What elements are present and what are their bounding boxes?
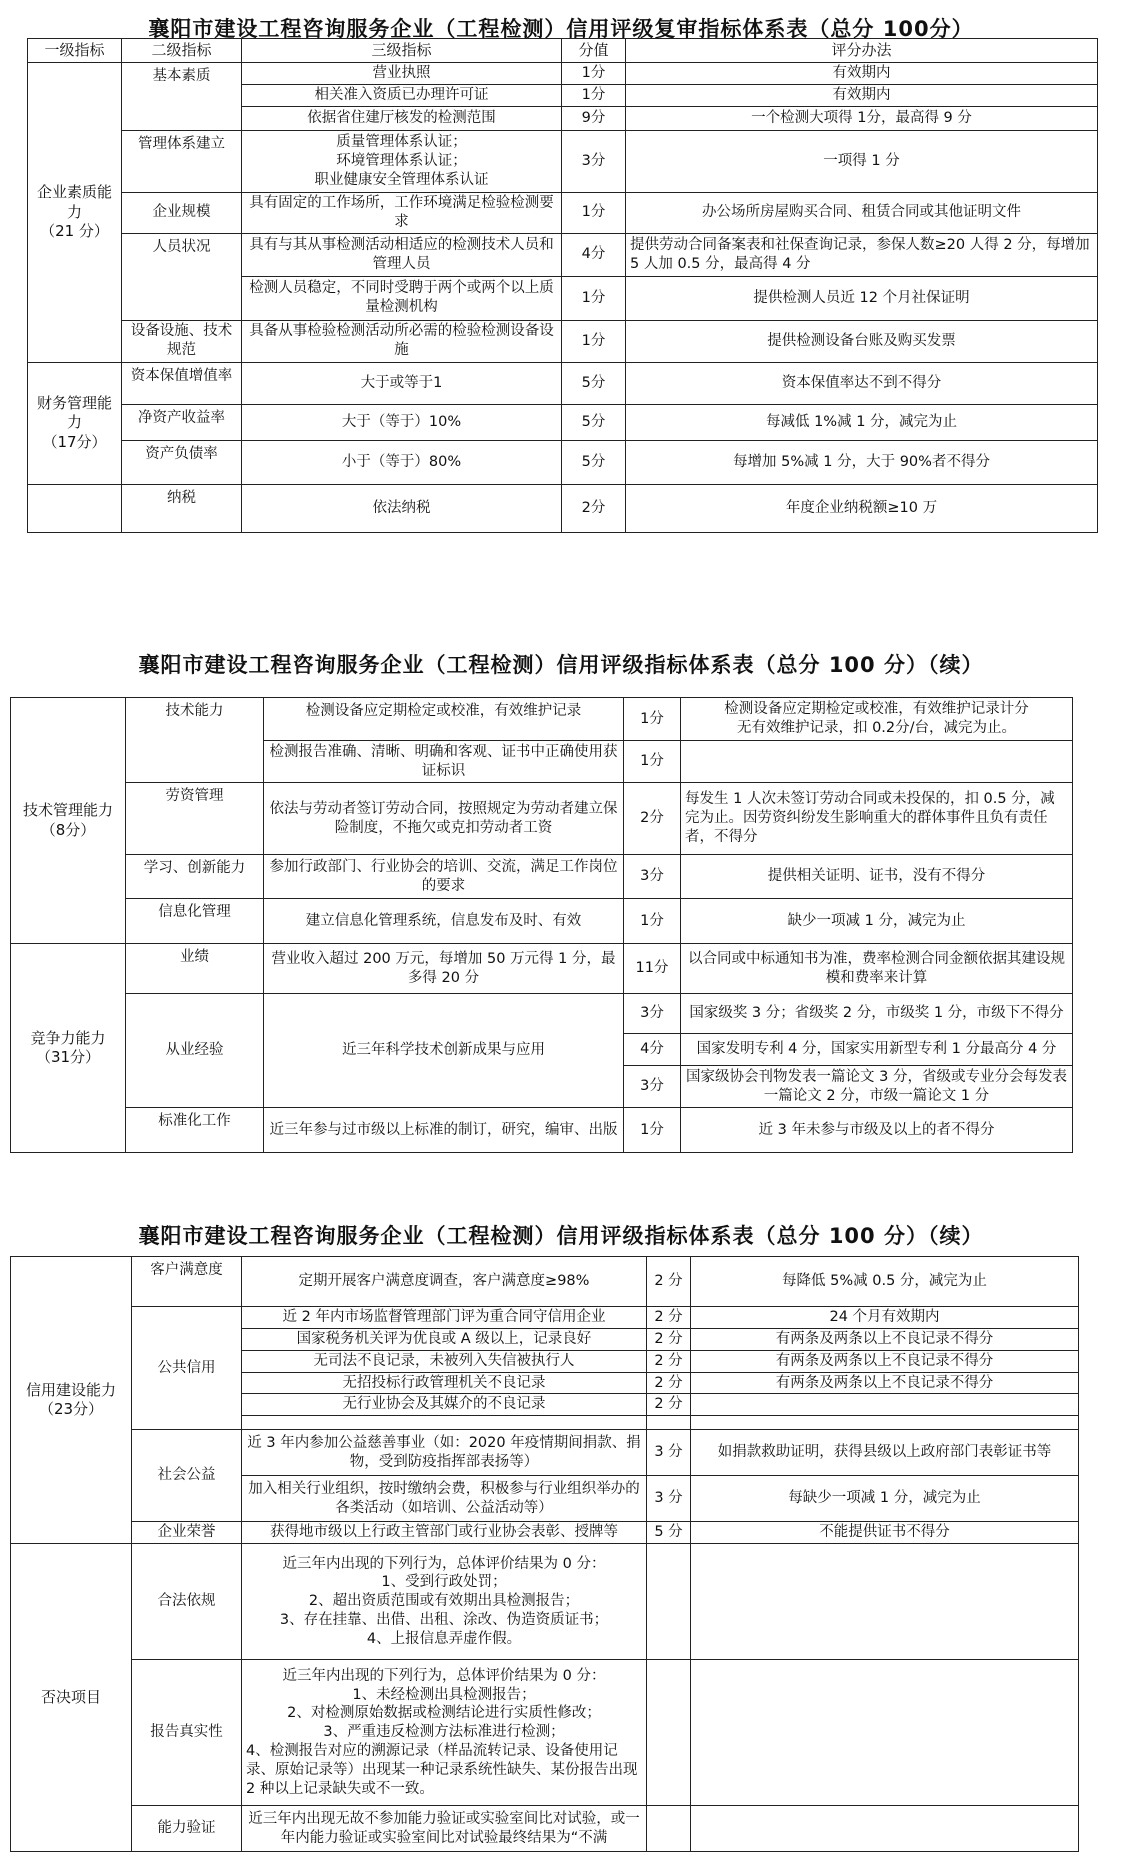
- sub-indicator: 学习、创新能力: [126, 855, 264, 899]
- section3-title: 襄阳市建设工程咨询服务企业（工程检测）信用评级指标体系表（总分 100 分）（续）: [138, 1224, 984, 1248]
- veto-line: 2、超出资质范围或有效期出具检测报告；: [308, 1593, 580, 1610]
- item-cell: 具备从事检验检测活动所必需的检验检测设备设施: [242, 320, 562, 362]
- score-cell: 3分: [562, 130, 626, 192]
- sub-indicator: 管理体系建立: [122, 130, 242, 192]
- sub-indicator: 能力验证: [132, 1806, 242, 1852]
- header-level1: 一级指标: [28, 39, 122, 63]
- sub-indicator: 报告真实性: [132, 1660, 242, 1806]
- item-cell: 近 2 年内市场监督管理部门评为重合同守信用企业: [242, 1307, 647, 1329]
- category-cell: [11, 1257, 132, 1544]
- sub-indicator: 业绩: [126, 944, 264, 994]
- score-cell: 1分: [624, 698, 681, 741]
- score-cell: 2 分: [647, 1328, 691, 1350]
- score-cell: 5分: [562, 440, 626, 484]
- method-cell: 国家发明专利 4 分，国家实用新型专利 1 分最高分 4 分: [681, 1034, 1073, 1066]
- score-cell: 3分: [624, 1066, 681, 1108]
- method-cell: 提供劳动合同备案表和社保查询记录，参保人数≥20 人得 2 分，每增加 5 人加 0.5 分，最高得 4 分: [626, 233, 1098, 276]
- item-line: 职业健康安全管理体系认证: [314, 171, 489, 188]
- sub-indicator: 企业荣誉: [132, 1522, 242, 1544]
- veto-item: [242, 1660, 647, 1806]
- item-cell: 大于或等于1: [242, 362, 562, 404]
- section2-title: 襄阳市建设工程咨询服务企业（工程检测）信用评级指标体系表（总分 100 分）（续）: [138, 653, 984, 677]
- item-cell: 无行业协会及其媒介的不良记录: [242, 1394, 647, 1416]
- score-cell: [647, 1416, 691, 1430]
- item-cell: 近三年科学技术创新成果与应用: [264, 994, 624, 1108]
- method-line: 无有效维护记录，扣 0.2分/台，减完为止。: [736, 720, 1017, 736]
- method-cell: [681, 741, 1073, 783]
- item-cell: 具有与其从事检测活动相适应的检测技术人员和管理人员: [242, 233, 562, 276]
- item-cell: 近三年参与过市级以上标准的制订，研究，编审、出版: [264, 1108, 624, 1153]
- item-cell: 小于（等于）80%: [242, 440, 562, 484]
- category-name: 竞争力能力: [30, 1028, 106, 1047]
- score-cell: 2 分: [647, 1257, 691, 1307]
- category-cell: [28, 63, 122, 363]
- item-cell: 检测设备应定期检定或校准，有效维护记录: [264, 698, 624, 741]
- header-score: 分值: [562, 39, 626, 63]
- item-cell: 依法与劳动者签订劳动合同，按照规定为劳动者建立保险制度，不拖欠或克扣劳动者工资: [264, 783, 624, 855]
- method-cell: 有效期内: [626, 63, 1098, 85]
- item-cell: 参加行政部门、行业协会的培训、交流，满足工作岗位的要求: [264, 855, 624, 899]
- method-cell: [691, 1544, 1079, 1660]
- item-cell: 获得地市级以上行政主管部门或行业协会表彰、授牌等: [242, 1522, 647, 1544]
- sub-indicator: 技术能力: [126, 698, 264, 783]
- item-cell: [242, 130, 562, 192]
- item-cell: 大于（等于）10%: [242, 404, 562, 440]
- header-method: 评分办法: [626, 39, 1098, 63]
- category-total: （23分）: [38, 1400, 104, 1419]
- method-cell: 提供相关证明、证书，没有不得分: [681, 855, 1073, 899]
- category-name: 信用建设能力: [25, 1380, 116, 1399]
- sub-indicator: 纳税: [122, 484, 242, 532]
- score-cell: 2 分: [647, 1372, 691, 1394]
- method-cell: 一个检测大项得 1分，最高得 9 分: [626, 106, 1098, 130]
- item-cell: 具有固定的工作场所，工作环境满足检验检测要求: [242, 192, 562, 233]
- item-cell: 无招投标行政管理机关不良记录: [242, 1372, 647, 1394]
- category-cell: [11, 1544, 132, 1852]
- score-cell: 1分: [562, 320, 626, 362]
- veto-line: 近三年内出现的下列行为，总体评价结果为 0 分：: [282, 1667, 606, 1684]
- score-cell: 1分: [624, 741, 681, 783]
- sub-indicator: 从业经验: [126, 994, 264, 1108]
- method-cell: 每发生 1 人次未签订劳动合同或未投保的，扣 0.5 分，减完为止。因劳资纠纷发生影响重大的群体事件且负有责任者，不得分: [681, 783, 1073, 855]
- item-cell: 营业收入超过 200 万元，每增加 50 万元得 1 分，最多得 20 分: [264, 944, 624, 994]
- method-cell: 办公场所房屋购买合同、租赁合同或其他证明文件: [626, 192, 1098, 233]
- score-cell: 1分: [562, 85, 626, 107]
- method-cell: 有两条及两条以上不良记录不得分: [691, 1372, 1079, 1394]
- method-cell: [691, 1416, 1079, 1430]
- category-total: （17分）: [42, 432, 107, 451]
- score-cell: 9分: [562, 106, 626, 130]
- category-name: 否决项目: [40, 1687, 101, 1706]
- item-cell: 检测报告准确、清晰、明确和客观、证书中正确使用获证标识: [264, 741, 624, 783]
- score-cell: 1分: [562, 192, 626, 233]
- score-cell: 1分: [624, 899, 681, 944]
- item-cell: [242, 1416, 647, 1430]
- veto-item: 近三年内出现无故不参加能力验证或实验室间比对试验，或一年内能力验证或实验室间比对试验最终结果为“不满: [242, 1806, 647, 1852]
- method-cell: 提供检测设备台账及购买发票: [626, 320, 1098, 362]
- sub-indicator: 资产负债率: [122, 440, 242, 484]
- score-cell: 2 分: [647, 1307, 691, 1329]
- veto-line: 近三年内出现的下列行为，总体评价结果为 0 分：: [282, 1555, 606, 1572]
- method-cell: 有两条及两条以上不良记录不得分: [691, 1350, 1079, 1372]
- score-cell: 5分: [562, 362, 626, 404]
- score-cell: 4分: [624, 1034, 681, 1066]
- section1-title: 襄阳市建设工程咨询服务企业（工程检测）信用评级复审指标体系表（总分 100分）: [148, 17, 974, 41]
- category-name: 企业素质能力: [36, 183, 112, 221]
- method-cell: [681, 698, 1073, 741]
- item-cell: 无司法不良记录，未被列入失信被执行人: [242, 1350, 647, 1372]
- score-cell: [647, 1544, 691, 1660]
- sub-indicator: 设备设施、技术规范: [122, 320, 242, 362]
- score-cell: 2 分: [647, 1350, 691, 1372]
- veto-line: 4、上报信息弄虚作假。: [366, 1630, 522, 1647]
- sub-indicator: 人员状况: [122, 233, 242, 320]
- item-cell: 依法纳税: [242, 484, 562, 532]
- section2-table: [10, 697, 1073, 1153]
- score-cell: 2分: [562, 484, 626, 532]
- item-cell: 营业执照: [242, 63, 562, 85]
- score-cell: [647, 1660, 691, 1806]
- score-cell: 3 分: [647, 1430, 691, 1476]
- method-cell: 资本保值率达不到不得分: [626, 362, 1098, 404]
- sub-indicator: 社会公益: [132, 1430, 242, 1522]
- category-total: （31分）: [35, 1048, 101, 1066]
- veto-line: 1、受到行政处罚；: [381, 1574, 507, 1591]
- item-line: 质量管理体系认证；: [336, 134, 467, 151]
- score-cell: 1分: [562, 276, 626, 320]
- score-cell: 11分: [624, 944, 681, 994]
- method-cell: 提供检测人员近 12 个月社保证明: [626, 276, 1098, 320]
- score-cell: 3 分: [647, 1476, 691, 1522]
- item-line: 环境管理体系认证；: [336, 152, 467, 169]
- method-cell: [691, 1660, 1079, 1806]
- category-cell: [11, 698, 126, 944]
- score-cell: 5 分: [647, 1522, 691, 1544]
- header-level2: 二级指标: [122, 39, 242, 63]
- veto-line: 3、严重违反检测方法标准进行检测；: [323, 1724, 565, 1741]
- sub-indicator: 公共信用: [132, 1307, 242, 1430]
- method-cell: [691, 1394, 1079, 1416]
- item-cell: 依据省住建厅核发的检测范围: [242, 106, 562, 130]
- item-cell: 相关准入资质已办理许可证: [242, 85, 562, 107]
- sub-indicator: 基本素质: [122, 63, 242, 131]
- score-cell: [647, 1806, 691, 1852]
- sub-indicator: 客户满意度: [132, 1257, 242, 1307]
- method-cell: 一项得 1 分: [626, 130, 1098, 192]
- category-cell: [11, 944, 126, 1153]
- method-cell: 每缺少一项减 1 分，减完为止: [691, 1476, 1079, 1522]
- category-name: 技术管理能力: [22, 801, 113, 819]
- score-cell: 3分: [624, 855, 681, 899]
- item-cell: 检测人员稳定，不同时受聘于两个或两个以上质量检测机构: [242, 276, 562, 320]
- veto-line: 3、存在挂靠、出借、出租、涂改、伪造资质证书；: [279, 1612, 609, 1629]
- sub-indicator: 信息化管理: [126, 899, 264, 944]
- method-cell: 有两条及两条以上不良记录不得分: [691, 1328, 1079, 1350]
- method-line: 检测设备应定期检定或校准，有效维护记录计分: [724, 701, 1029, 718]
- category-name: 财务管理能力: [36, 393, 112, 432]
- veto-item: [242, 1544, 647, 1660]
- sub-indicator: 净资产收益率: [122, 404, 242, 440]
- method-cell: 每减低 1%减 1 分，减完为止: [626, 404, 1098, 440]
- score-cell: 1分: [562, 63, 626, 85]
- method-cell: 如捐款救助证明，获得县级以上政府部门表彰证书等: [691, 1430, 1079, 1476]
- header-level3: 三级指标: [242, 39, 562, 63]
- score-cell: 2分: [624, 783, 681, 855]
- score-cell: 2 分: [647, 1394, 691, 1416]
- item-cell: 定期开展客户满意度调查，客户满意度≥98%: [242, 1257, 647, 1307]
- category-total: （8分）: [40, 820, 96, 839]
- score-cell: 1分: [624, 1108, 681, 1153]
- sub-indicator: 劳资管理: [126, 783, 264, 855]
- method-cell: 每降低 5%减 0.5 分，减完为止: [691, 1257, 1079, 1307]
- method-cell: [691, 1806, 1079, 1852]
- sub-indicator: 企业规模: [122, 192, 242, 233]
- method-cell: 国家级奖 3 分；省级奖 2 分，市级奖 1 分，市级下不得分: [681, 994, 1073, 1034]
- method-cell: 不能提供证书不得分: [691, 1522, 1079, 1544]
- method-cell: 年度企业纳税额≥10 万: [626, 484, 1098, 532]
- sub-indicator: 合法依规: [132, 1544, 242, 1660]
- method-cell: 有效期内: [626, 85, 1098, 107]
- sub-indicator: 资本保值增值率: [122, 362, 242, 404]
- veto-line: 2、对检测原始数据或检测结论进行实质性修改；: [287, 1705, 601, 1722]
- category-cell: [28, 362, 122, 484]
- item-cell: 加入相关行业组织，按时缴纳会费，积极参与行业组织举办的各类活动（如培训、公益活动等）: [242, 1476, 647, 1522]
- item-cell: 近 3 年内参加公益慈善事业（如：2020 年疫情期间捐款、捐物，受到防疫指挥部表扬等）: [242, 1430, 647, 1476]
- sub-indicator: 标准化工作: [126, 1108, 264, 1153]
- score-cell: 3分: [624, 994, 681, 1034]
- method-cell: 国家级协会刊物发表一篇论文 3 分，省级或专业分会每发表一篇论文 2 分，市级一篇论文 1 分: [681, 1066, 1073, 1108]
- method-cell: 缺少一项减 1 分，减完为止: [681, 899, 1073, 944]
- section1-table: [27, 38, 1098, 533]
- category-cell: [28, 484, 122, 532]
- method-cell: 每增加 5%减 1 分，大于 90%者不得分: [626, 440, 1098, 484]
- item-cell: 建立信息化管理系统，信息发布及时、有效: [264, 899, 624, 944]
- veto-line: 4、检测报告对应的溯源记录（样品流转记录、设备使用记录、原始记录等）出现某一种记录系统性缺失、某份报告出现 2 种以上记录缺失或不一致。: [246, 1743, 638, 1797]
- item-cell: 国家税务机关评为优良或 A 级以上，记录良好: [242, 1328, 647, 1350]
- method-cell: 以合同或中标通知书为准，费率检测合同金额依据其建设规模和费率来计算: [681, 944, 1073, 994]
- score-cell: 4分: [562, 233, 626, 276]
- section3-table: [10, 1256, 1079, 1852]
- method-cell: 24 个月有效期内: [691, 1307, 1079, 1329]
- veto-line: 1、未经检测出具检测报告；: [352, 1686, 536, 1703]
- method-cell: 近 3 年未参与市级及以上的者不得分: [681, 1108, 1073, 1153]
- score-cell: 5分: [562, 404, 626, 440]
- category-total: （21 分）: [40, 222, 109, 241]
